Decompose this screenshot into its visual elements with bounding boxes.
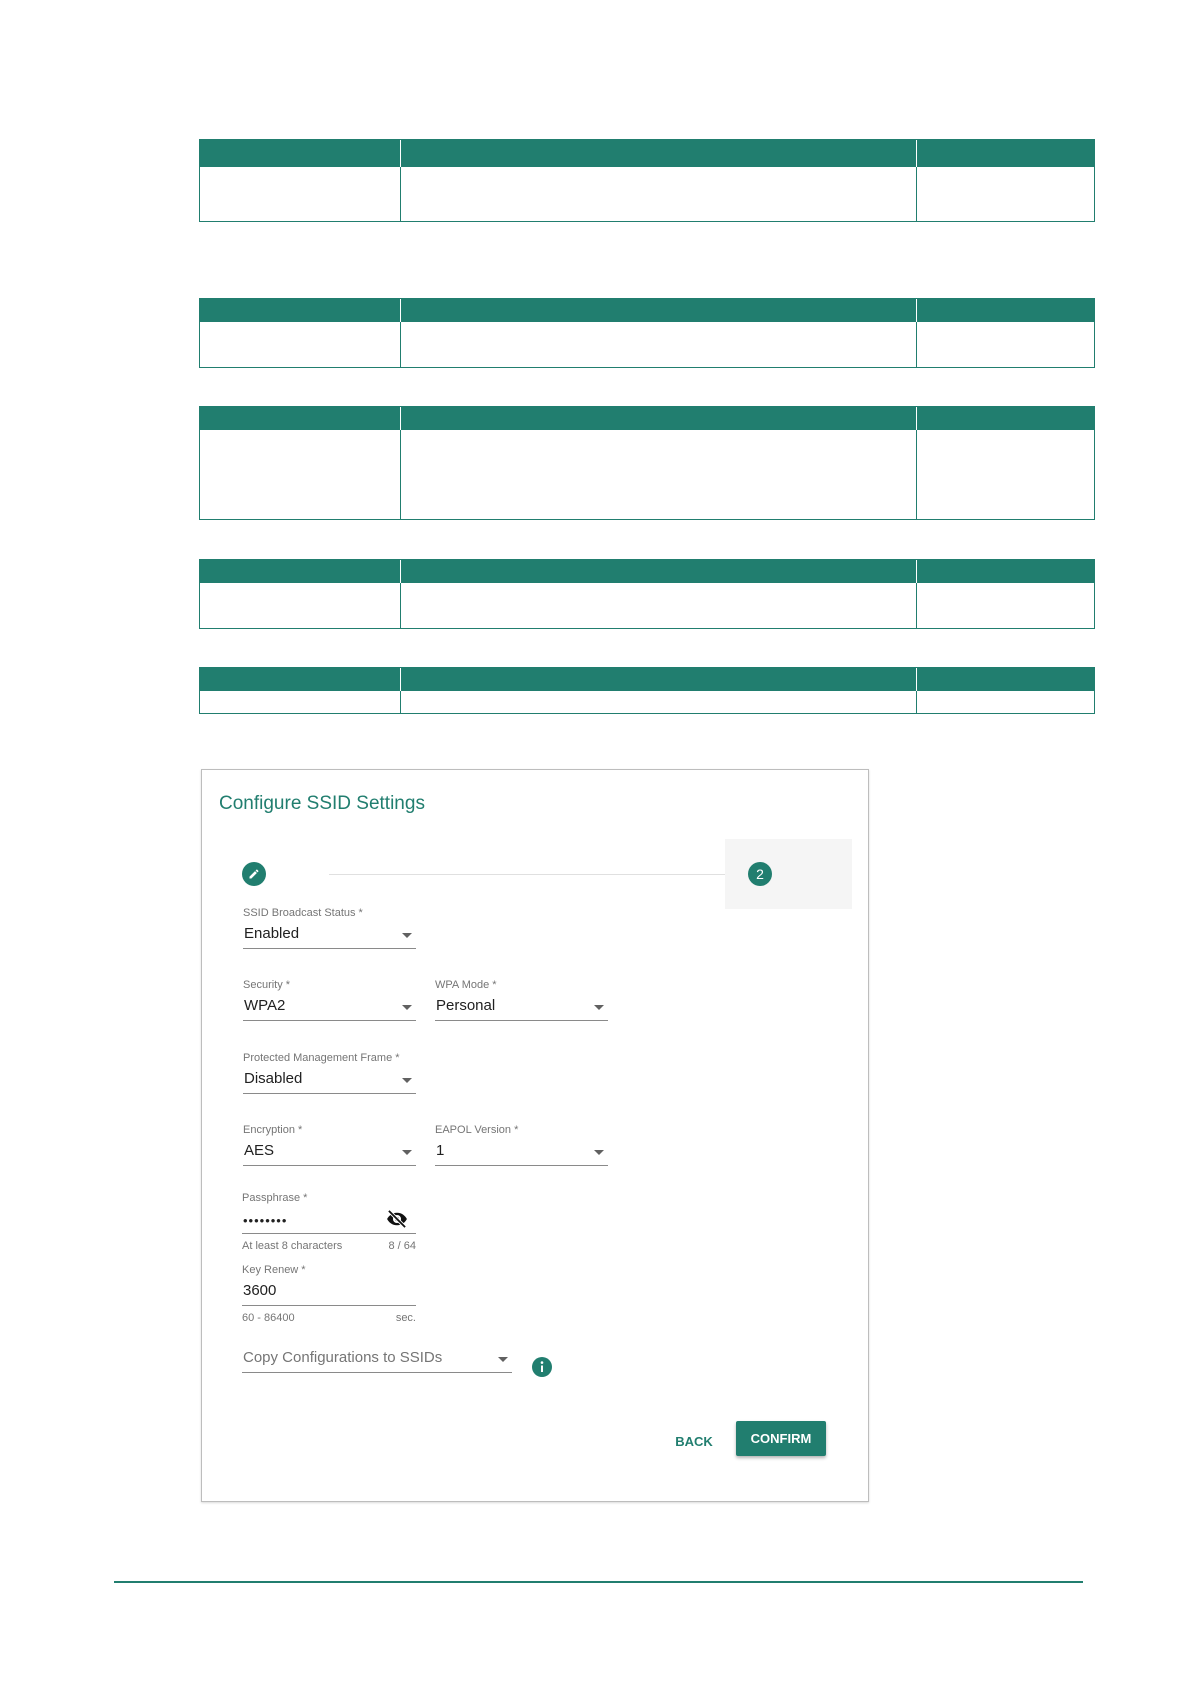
eapol-version-label: EAPOL Version *	[435, 1124, 519, 1136]
key-renew-label: Key Renew *	[242, 1264, 306, 1276]
confirm-button[interactable]: CONFIRM	[736, 1421, 826, 1456]
document-table-1	[199, 139, 1095, 222]
passphrase-value: ••••••••	[243, 1213, 288, 1228]
encryption-value: AES	[244, 1142, 275, 1159]
footer-rule	[114, 1581, 1083, 1583]
configure-ssid-dialog	[201, 769, 869, 1502]
info-icon[interactable]	[532, 1357, 552, 1382]
step-2-number: 2	[756, 866, 764, 882]
pmf-select[interactable]	[243, 1052, 416, 1094]
security-value: WPA2	[244, 997, 286, 1014]
copy-config-select[interactable]	[242, 1346, 512, 1373]
document-table-5	[199, 667, 1095, 714]
chevron-down-icon	[402, 933, 412, 938]
ssid-broadcast-label: SSID Broadcast Status *	[243, 907, 363, 919]
wpa-mode-value: Personal	[436, 997, 496, 1014]
chevron-down-icon	[594, 1150, 604, 1155]
stepper-line	[329, 874, 741, 875]
eye-off-icon[interactable]	[386, 1210, 408, 1233]
eapol-version-value: 1	[436, 1142, 445, 1159]
passphrase-hint: At least 8 characters	[242, 1240, 343, 1252]
document-table-4	[199, 559, 1095, 629]
document-table-2	[199, 298, 1095, 368]
passphrase-field[interactable]	[242, 1192, 416, 1252]
ssid-broadcast-select[interactable]	[243, 907, 416, 949]
document-table-3	[199, 406, 1095, 520]
key-renew-unit: sec.	[395, 1312, 416, 1324]
passphrase-label: Passphrase *	[242, 1192, 308, 1204]
passphrase-counter: 8 / 64	[388, 1240, 416, 1252]
key-renew-value: 3600	[243, 1282, 277, 1299]
encryption-select[interactable]	[243, 1124, 416, 1166]
ssid-broadcast-value: Enabled	[244, 925, 300, 942]
chevron-down-icon	[402, 1078, 412, 1083]
back-button[interactable]: BACK	[675, 1433, 713, 1449]
chevron-down-icon	[498, 1357, 508, 1362]
pmf-label: Protected Management Frame *	[243, 1052, 400, 1064]
eapol-version-select[interactable]	[435, 1124, 608, 1166]
key-renew-range: 60 - 86400	[242, 1312, 295, 1324]
security-label: Security *	[243, 979, 291, 991]
dialog-title: Configure SSID Settings	[219, 793, 425, 814]
copy-config-placeholder: Copy Configurations to SSIDs	[243, 1349, 443, 1366]
security-select[interactable]	[243, 979, 416, 1021]
wpa-mode-label: WPA Mode *	[435, 979, 497, 991]
chevron-down-icon	[402, 1005, 412, 1010]
chevron-down-icon	[402, 1150, 412, 1155]
key-renew-field[interactable]	[242, 1264, 416, 1324]
wpa-mode-select[interactable]	[435, 979, 608, 1021]
stepper-step-2[interactable]	[748, 862, 772, 886]
pmf-value: Disabled	[244, 1070, 303, 1087]
stepper-step-2-area[interactable]	[725, 839, 852, 909]
pencil-icon	[248, 868, 260, 880]
stepper-step-1[interactable]	[242, 862, 266, 886]
chevron-down-icon	[594, 1005, 604, 1010]
encryption-label: Encryption *	[243, 1124, 303, 1136]
